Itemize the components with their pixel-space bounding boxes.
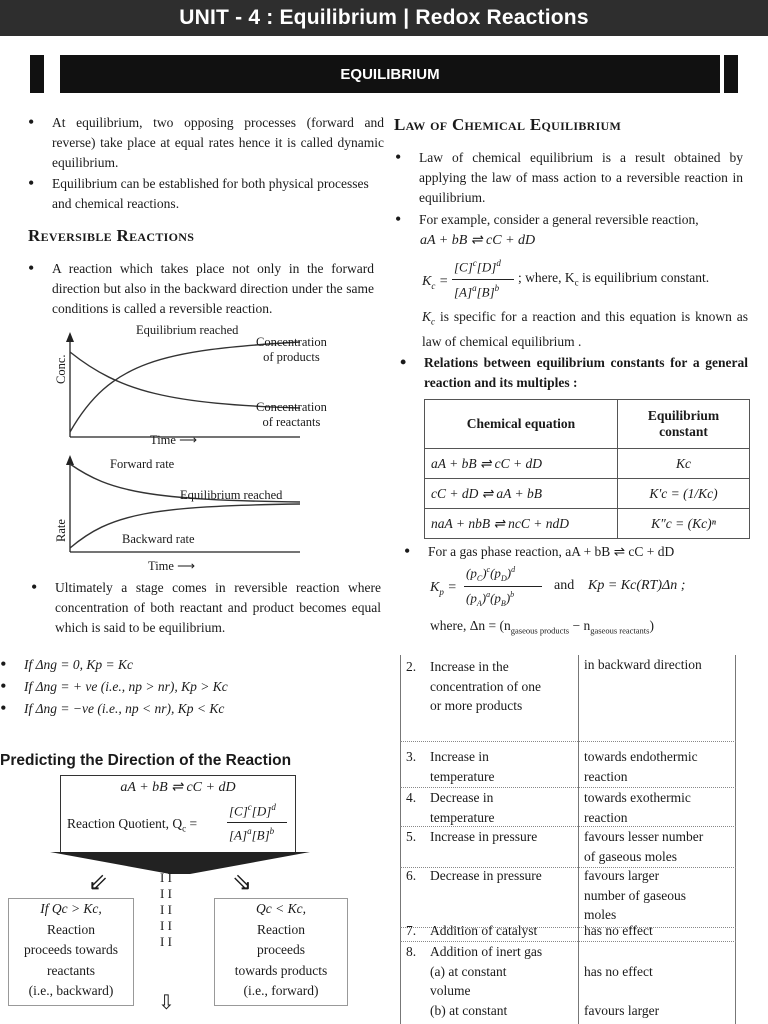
forward-line-1: Qc < Kc, — [256, 901, 306, 916]
row-number: 7. — [406, 923, 417, 938]
row-change-line1: Addition of inert gas — [430, 944, 543, 959]
unit-banner — [0, 0, 768, 36]
backward-line-3: proceeds towards — [23, 942, 119, 957]
effects-row — [400, 942, 736, 1000]
cond-3-text: If Δng = −ve (i.e., np < nr), Kp < Kc — [24, 701, 225, 716]
row-effect-line1: in backward direction — [584, 657, 702, 672]
section-bar — [60, 55, 720, 93]
row-effect-line1: favours larger — [584, 868, 660, 883]
quotient-numerator: $[C]^c[D]^d$ — [229, 802, 276, 819]
table-cell-eq: aA + bB ⇌ cC + dD — [425, 449, 618, 479]
left-down-arrow-icon: ⇙ — [88, 870, 109, 896]
effects-row — [400, 745, 736, 788]
row-change — [430, 942, 542, 1001]
cond-1: • If Δng = 0, Kp = Kc — [0, 654, 134, 674]
right-down-arrow-icon: ⇘ — [232, 870, 253, 896]
row-change-line3: or more products — [430, 698, 523, 713]
rate-ylabel: Rate — [54, 519, 68, 542]
table-cell-k: K′c = (1/Kc) — [618, 479, 750, 509]
row-effect — [584, 866, 686, 925]
kc-symbol: $K_c$ = — [422, 274, 449, 291]
effects-row — [400, 786, 736, 827]
backward-result-box — [8, 898, 134, 1006]
row-effect-line2: of gaseous moles — [584, 848, 677, 864]
kc-specific-text: is specific for a reaction and this equation is known as law of chemical equilibrium . — [422, 309, 748, 349]
section-bar-right-block — [724, 55, 738, 93]
table-cell-k: K″c = (Kc)ⁿ — [618, 509, 750, 539]
cond-2-text: If Δng = + ve (i.e., np > nr), Kp > Kc — [24, 679, 228, 694]
kp-expression — [430, 564, 750, 614]
gas-text: For a gas phase reaction, aA + bB ⇌ cC + dD — [428, 544, 675, 559]
kp-symbol: $K_p$ = — [430, 580, 457, 597]
row-change-line1: Increase in pressure — [430, 829, 538, 844]
row-effect — [584, 788, 691, 827]
row-change — [430, 657, 574, 716]
table-header-row — [425, 400, 750, 449]
gas-bullet: • For a gas phase reaction, aA + bB ⇌ cC + dD — [404, 541, 675, 561]
row-effect-line3: moles — [584, 907, 617, 922]
table-cell-eq: naA + nbB ⇌ ncC + ndD — [425, 509, 618, 539]
reversible-heading: Reversible Reactions — [28, 226, 195, 245]
relations-table — [424, 399, 750, 539]
row-effect-line2: reaction — [584, 768, 628, 784]
backward-line-1: If Qc > Kc, — [40, 901, 102, 916]
row-change-line1: (b) at constant — [430, 1003, 508, 1018]
backward-line-4: reactants — [47, 962, 95, 978]
row-effect-line2: number of gaseous — [584, 887, 686, 903]
table-cell-k: Kc — [618, 449, 750, 479]
reactants-label-line1: Concentration — [256, 400, 327, 414]
section-title: EQUILIBRIUM — [340, 65, 440, 83]
row-change-line1: Increase in — [430, 749, 489, 764]
quotient-fraction-bar — [227, 822, 287, 823]
effects-row — [400, 865, 736, 928]
example-bullet: • For example, consider a general reversible reaction, — [395, 209, 699, 229]
quotient-denominator: $[A]^a[B]^b$ — [229, 826, 275, 843]
row-change-line3: volume — [430, 983, 471, 998]
row-change-line1: Increase in the — [430, 659, 509, 674]
quotient-reaction: aA + bB ⇌ cC + dD — [120, 780, 236, 795]
conc-ylabel: Conc. — [54, 354, 68, 384]
row-change — [430, 788, 574, 827]
kc-specific — [422, 307, 748, 352]
products-label — [256, 335, 327, 365]
effects-row — [400, 1001, 736, 1023]
row-change-line1: Addition of catalyst — [430, 923, 538, 938]
row-effect-line1: has no effect — [584, 964, 653, 979]
products-label-line1: Concentration — [256, 335, 327, 349]
ultimately-bullet: • Ultimately a stage comes in reversible reaction where concentration of both reactant and product becomes equal which is said to be equilibrium. — [31, 577, 381, 635]
row-change-line1: Decrease in pressure — [430, 868, 542, 883]
rate-graph — [50, 452, 350, 562]
header-equilibrium-constant: Equilibrium constant — [618, 400, 750, 449]
kp-fraction-bar — [464, 586, 542, 587]
quotient-label-text: Reaction Quotient, Q — [67, 816, 183, 831]
law-bullet: • Law of chemical equilibrium is a result obtained by applying the law of mass action to a reversible reaction in equilibrium. — [395, 147, 743, 205]
center-equal-icon: I I I I I I I I I I — [160, 870, 172, 949]
row-number: 2. — [406, 659, 417, 674]
where-dn: where, Δn = (n — [430, 618, 511, 633]
unit-title: UNIT - 4 : Equilibrium | Redox Reactions — [179, 6, 589, 29]
table-row — [425, 509, 750, 539]
kc-denominator: $[A]^a[B]^b$ — [454, 283, 500, 300]
time-arrow-icon-2: ⟶ — [177, 559, 195, 573]
table-cell-eq: cC + dD ⇌ aA + bB — [425, 479, 618, 509]
forward-line-3: proceeds — [257, 942, 305, 957]
intro-text-1: At equilibrium, two opposing processes (forward and reverse) take place at equal rates hence it is called dynamic equilibrium. — [52, 115, 384, 170]
row-number: 3. — [406, 749, 417, 764]
kc-where-text: ; where, K — [518, 270, 575, 285]
conc-eq-label: Equilibrium reached — [136, 323, 239, 337]
row-number: 4. — [406, 790, 417, 805]
forward-result-box — [214, 898, 348, 1006]
delta-n-definition: where, $\Delta n = (n_{gaseous products} - n_{gaseous reactants})$ — [430, 618, 654, 636]
forward-rate-label: Forward rate — [110, 457, 175, 471]
kc-expression — [422, 258, 752, 306]
reactants-label-line2: of reactants — [262, 415, 321, 429]
predict-heading: Predicting the Direction of the Reaction — [0, 752, 292, 769]
intro-bullet-1: • At equilibrium, two opposing processes (forward and reverse) take place at equal rates hence it is called dynamic equilibrium. — [28, 112, 384, 170]
ultimately-text: Ultimately a stage comes in reversible reaction where concentration of both reactant and product becomes equal which is said to be equilibrium. — [55, 580, 381, 635]
backward-line-2: Reaction — [47, 921, 95, 937]
gp-sub: gaseous products — [510, 625, 570, 636]
row-effect — [584, 827, 703, 866]
row-effect-line1: towards endothermic — [584, 749, 698, 764]
cond-2: • If Δng = + ve (i.e., np > nr), Kp > Kc — [0, 676, 228, 696]
row-change-justified — [430, 657, 574, 677]
quotient-label: Reaction Quotient, $Q_c$ = — [67, 816, 198, 834]
kp-and: and — [554, 578, 575, 593]
effects-row — [400, 827, 736, 868]
backward-rate-label: Backward rate — [122, 532, 195, 546]
rate-xlabel-text: Time — [148, 559, 174, 573]
row-change-line2: temperature — [430, 809, 495, 825]
row-change-line2: (a) at constant — [430, 963, 507, 979]
quotient-box — [60, 775, 296, 853]
row-change — [430, 747, 574, 786]
kp-numerator: $(p_C)^c(p_D)^d$ — [466, 565, 516, 583]
law-text: Law of chemical equilibrium is a result obtained by applying the law of mass action to a reversible reaction in equilibrium. — [419, 150, 743, 205]
row-effect-line1: favours lesser number — [584, 829, 704, 844]
row-number: 5. — [406, 829, 417, 844]
kc-numerator: $[C]^c[D]^d$ — [454, 258, 501, 275]
gr-sub: gaseous reactants — [590, 625, 650, 636]
center-down-arrow-icon: ⇩ — [158, 992, 175, 1014]
rate-y-arrow — [66, 455, 74, 465]
kc-fraction-bar — [452, 279, 514, 280]
conc-xlabel — [150, 432, 197, 448]
row-number: 8. — [406, 944, 417, 959]
reversible-text: A reaction which takes place not only in the forward direction but also in the backward direction under the same conditions is called a reversible reaction. — [52, 261, 374, 316]
intro-text-2: Equilibrium can be established for both physical processes and chemical reactions. — [52, 176, 369, 211]
kc-where: ; where, $K_c$ is equilibrium constant. — [518, 270, 710, 288]
rate-xlabel — [148, 558, 195, 574]
row-number: 6. — [406, 868, 417, 883]
forward-line-5: (i.e., forward) — [243, 983, 319, 998]
time-arrow-icon: ⟶ — [179, 433, 197, 447]
kc-specific-symbol: $K_c$ — [422, 309, 436, 327]
row-effect — [584, 747, 698, 786]
cond-3: • If Δng = −ve (i.e., np < nr), Kp < Kc — [0, 698, 225, 718]
kc-where-tail: is equilibrium constant. — [578, 270, 710, 285]
header-chemical-equation: Chemical equation — [425, 400, 618, 449]
row-effect-line1: favours larger — [584, 1003, 660, 1018]
table-row — [425, 479, 750, 509]
reversible-bullet: • A reaction which takes place not only in the forward direction but also in the backward direction under the same conditions is called a reversible reaction. — [28, 258, 374, 316]
intro-bullet-2: • Equilibrium can be established for both physical processes and chemical reactions. — [28, 173, 369, 211]
reaction-equation: aA + bB ⇌ cC + dD — [420, 233, 536, 248]
example-text: For example, consider a general reversible reaction, — [419, 212, 699, 227]
conc-xlabel-text: Time — [150, 433, 176, 447]
reactants-label — [256, 400, 327, 430]
section-bar-left-block — [30, 55, 44, 93]
relations-bullet: • Relations between equilibrium constants for a general reaction and its multiples : — [400, 352, 748, 390]
row-change-line2: concentration of one — [430, 678, 541, 694]
kp-relation: Kp = Kc(RT)Δn ; — [588, 578, 686, 593]
row-change-line1: Decrease in — [430, 790, 494, 805]
row-effect-line1: has no effect — [584, 923, 653, 938]
rate-eq-label: Equilibrium reached — [180, 488, 283, 502]
cond-1-text: If Δng = 0, Kp = Kc — [24, 657, 134, 672]
row-change-line2: temperature — [430, 768, 495, 784]
law-heading: Law of Chemical Equilibrium — [394, 115, 622, 134]
row-effect-line2: reaction — [584, 809, 628, 825]
relations-text: Relations between equilibrium constants for a general reaction and its multiples : — [424, 355, 748, 390]
table-row — [425, 449, 750, 479]
backward-line-5: (i.e., backward) — [28, 983, 114, 998]
effects-row — [400, 921, 736, 942]
funnel-shape — [40, 852, 320, 876]
products-label-line2: of products — [263, 350, 320, 364]
effects-row — [400, 655, 736, 742]
row-effect-line1: towards exothermic — [584, 790, 691, 805]
kp-denominator: $(p_A)^a(p_B)^b$ — [466, 590, 515, 608]
forward-line-4: towards products — [234, 962, 328, 978]
forward-line-2: Reaction — [257, 921, 305, 937]
